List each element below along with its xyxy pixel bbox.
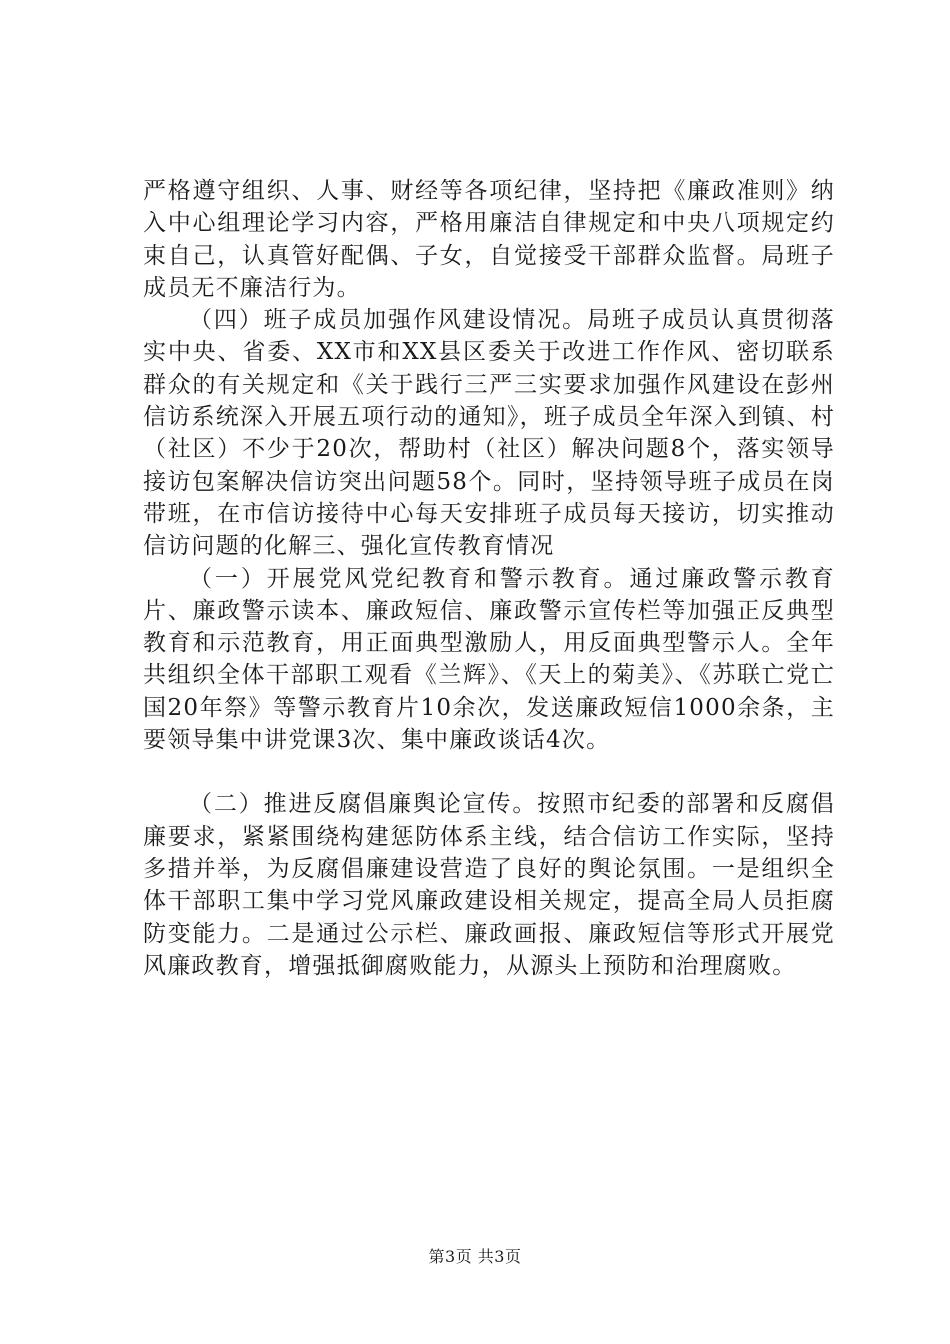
paragraph-section-two: （二）推进反腐倡廉舆论宣传。按照市纪委的部署和反腐倡廉要求，紧紧围绕构建惩防体系主线，结合信访工作实际，坚持多措并举，为反腐倡廉建设营造了良好的舆论氛围。一是组织全体干部职工集中学习党风廉政建设相关规定，提高全局人员拒腐防变能力。二是通过公示栏、廉政画报、廉政短信等形式开展党风廉政教育，增强抵御腐败能力，从源头上预防和治理腐败。 xyxy=(143,791,835,979)
paragraph-discipline: 严格遵守组织、人事、财经等各项纪律，坚持把《廉政准则》纳入中心组理论学习内容，严格用廉洁自律规定和中央八项规定约束自己，认真管好配偶、子女，自觉接受干部群众监督。局班子成员无不廉洁行为。 xyxy=(143,178,835,301)
page-footer: 第3页 共3页 xyxy=(428,1247,522,1266)
document-body xyxy=(143,175,835,982)
paragraph-section-four: （四）班子成员加强作风建设情况。局班子成员认真贯彻落实中央、省委、XX市和XX县区委关于改进工作作风、密切联系群众的有关规定和《关于践行三严三实要求加强作风建设在彭州信访系统深入开展五项行动的通知》，班子成员全年深入到镇、村（社区）不少于20次，帮助村（社区）解决问题8个，落实领导接访包案解决信访突出问题58个。同时，坚持领导班子成员在岗带班，在市信访接待中心每天安排班子成员每天接访，切实推动信访问题的化解三、强化宣传教育情况 xyxy=(143,307,835,560)
paragraph-section-one: （一）开展党风党纪教育和警示教育。通过廉政警示教育片、廉政警示读本、廉政短信、廉政警示宣传栏等加强正反典型教育和示范教育，用正面典型激励人，用反面典型警示人。全年共组织全体干部职工观看《兰辉》、《天上的菊美》、《苏联亡党亡国20年祭》等警示教育片10余次，发送廉政短信1000余条，主要领导集中讲党课3次、集中廉政谈话4次。 xyxy=(143,565,835,754)
